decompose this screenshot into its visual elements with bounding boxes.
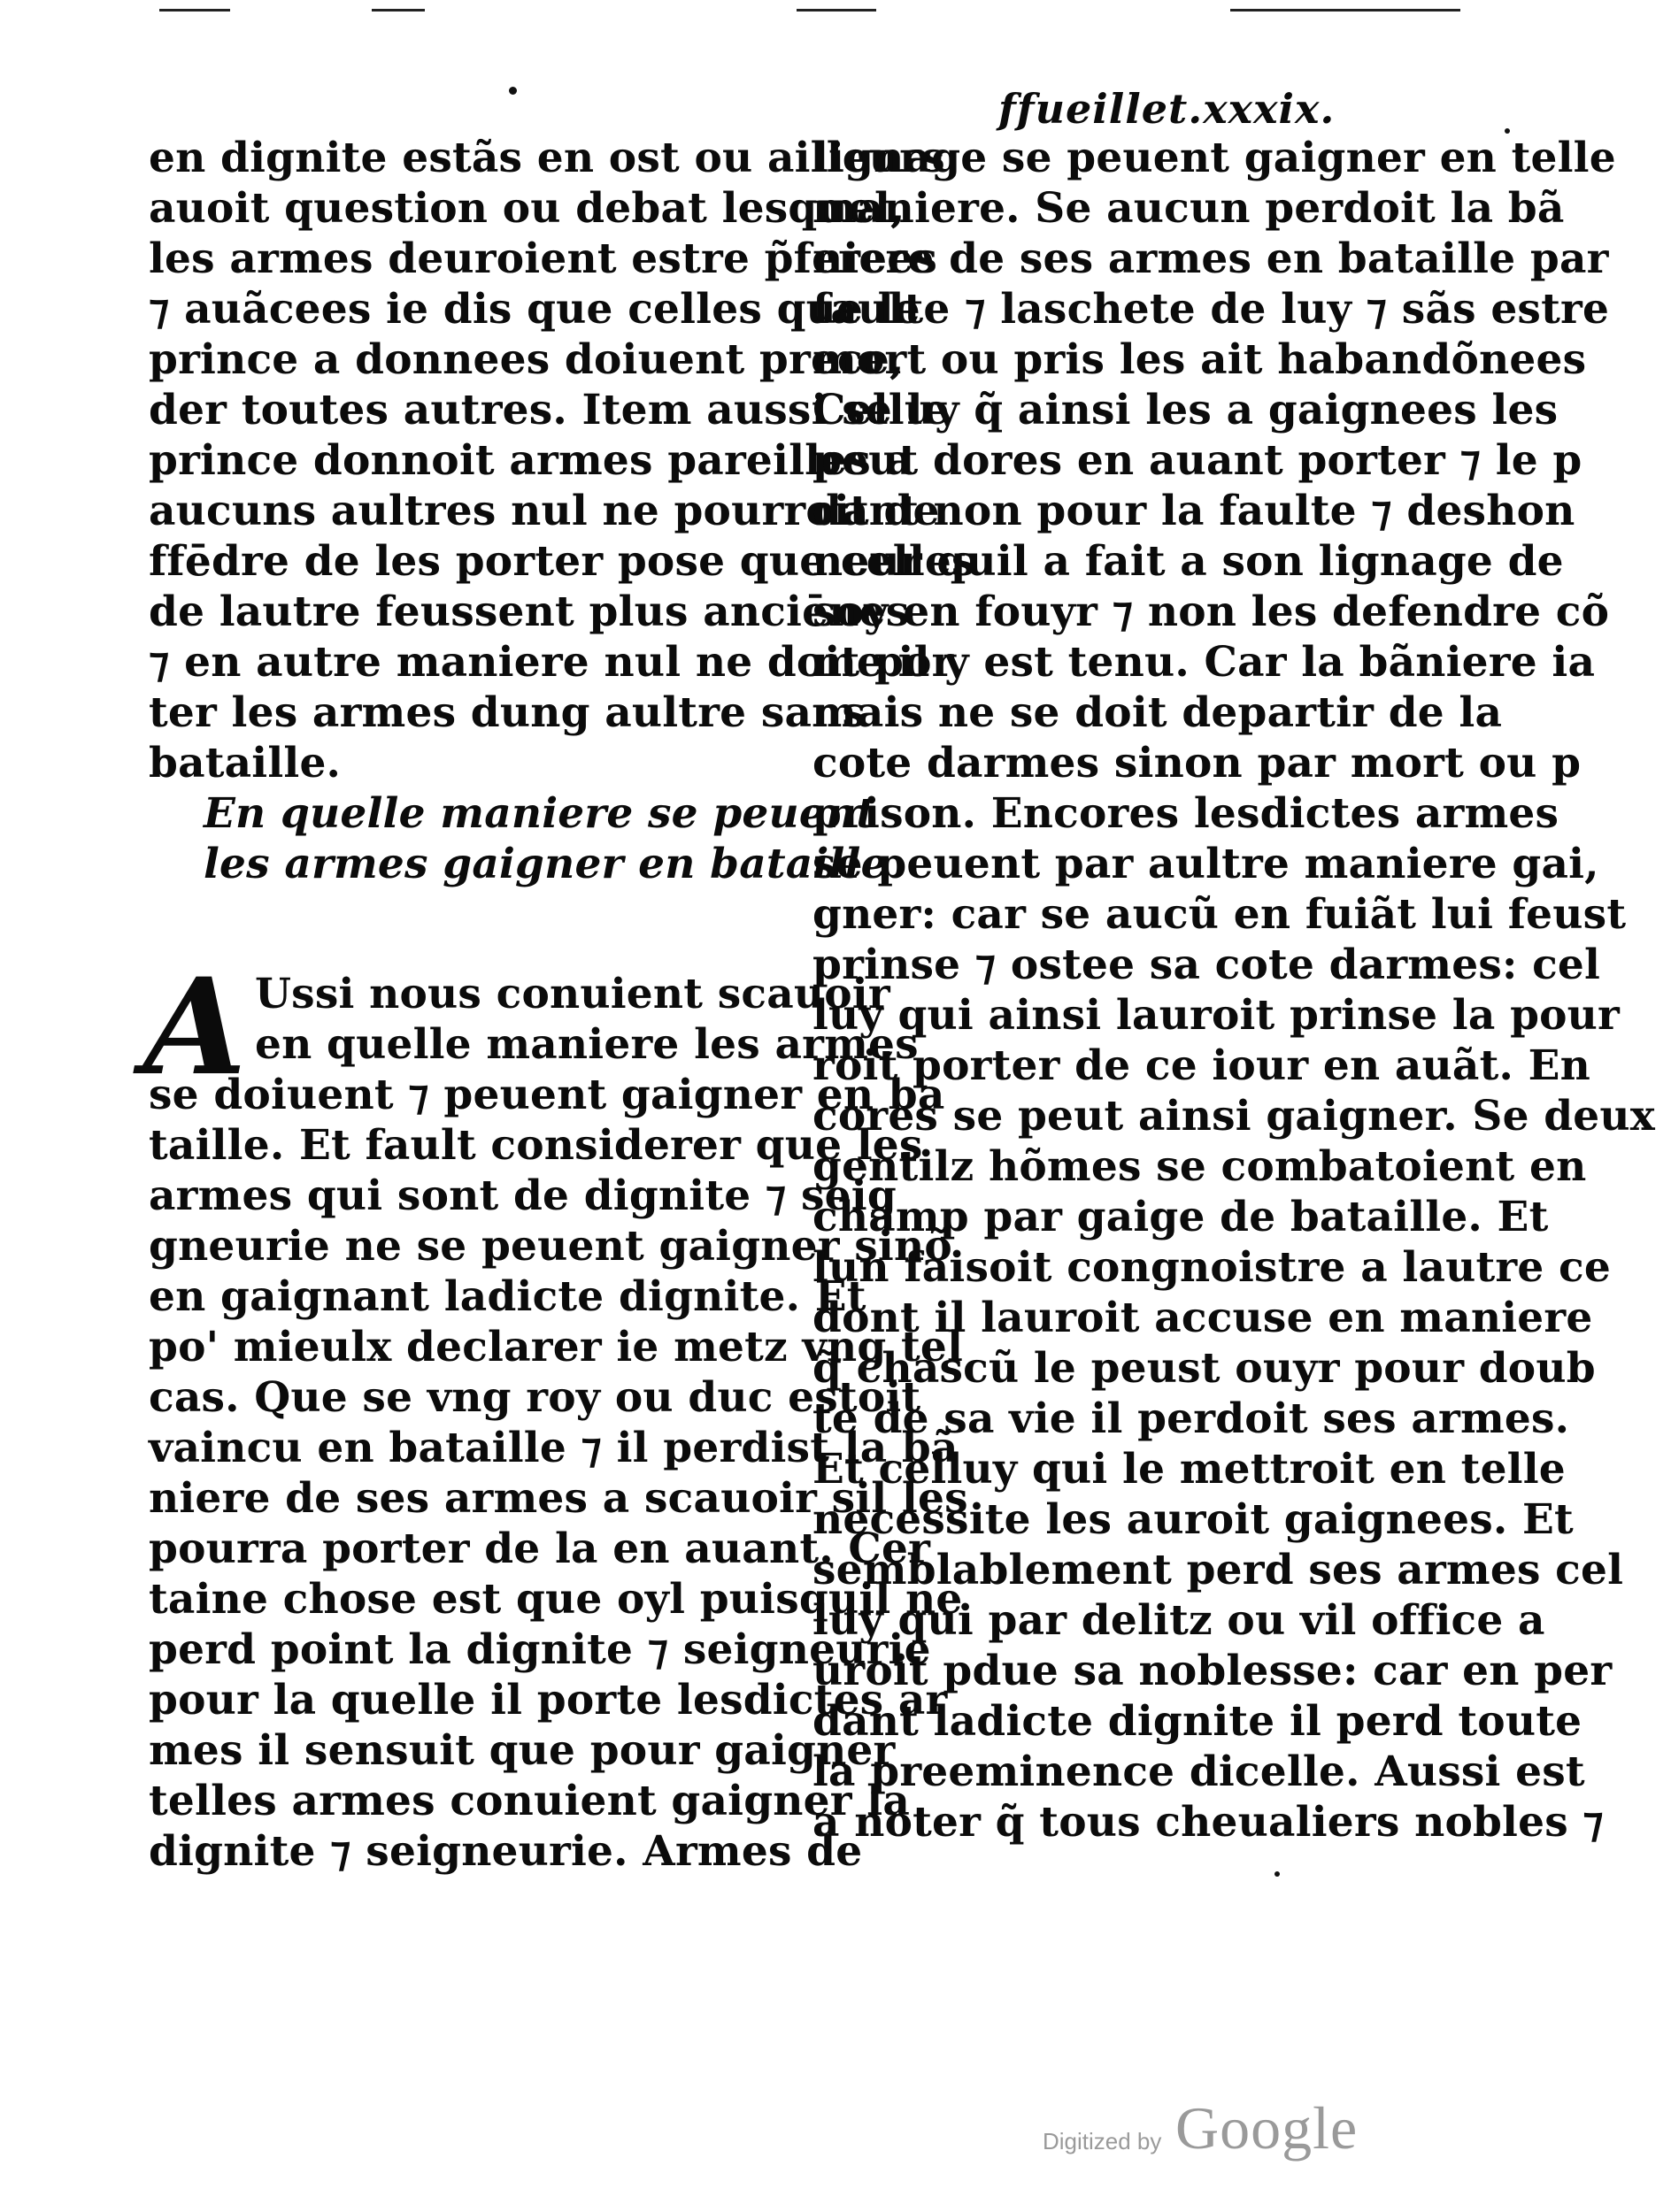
decorated-initial: A — [143, 949, 247, 1105]
text-line: peut dores en auant porter ⁊ le p — [812, 436, 1582, 485]
text-line: necessite les auroit gaignees. Et — [812, 1495, 1574, 1544]
text-line: po' mieulx declarer ie metz vng tel — [149, 1323, 964, 1371]
heading-line: En quelle maniere se peuent — [204, 789, 876, 838]
chapter-opening — [143, 949, 968, 1877]
text-line: uroit pdue sa noblesse: car en per — [812, 1647, 1613, 1695]
left-text-column — [143, 133, 975, 1877]
ink-speck — [509, 87, 517, 95]
right-column-text — [812, 133, 1655, 1847]
scan-edge-mark — [797, 9, 876, 12]
text-line: pour la quelle il porte lesdictes ar — [149, 1676, 948, 1724]
text-line: la preeminence dicelle. Aussi est — [812, 1747, 1585, 1796]
text-line: mort ou pris les ait habandõnees — [812, 335, 1587, 384]
text-line: maniere. Se aucun perdoit la bã — [812, 184, 1565, 233]
digitized-by-label: Digitized by — [1043, 2128, 1162, 2154]
text-line: roit porter de ce iour en auãt. En — [812, 1041, 1591, 1090]
text-line: q̃ chascũ le peust ouyr pour doub — [812, 1344, 1596, 1393]
text-line: neur quil a fait a son lignage de — [812, 537, 1564, 586]
text-line: lun faisoit congnoistre a lautre ce — [812, 1243, 1611, 1292]
text-line: ⁊ auãcees ie dis que celles que le — [149, 285, 920, 334]
text-line: telles armes conuient gaigner la — [149, 1777, 910, 1825]
right-text-column — [812, 133, 1655, 1847]
text-line: ter les armes dung aultre sans — [149, 688, 866, 737]
text-line: dant non pour la faulte ⁊ deshon — [812, 487, 1575, 535]
text-line: aucuns aultres nul ne pourroit de — [149, 487, 940, 535]
text-line: prison. Encores lesdictes armes — [812, 789, 1559, 838]
text-line: de lautre feussent plus anciēnes — [149, 588, 910, 636]
text-line: armes qui sont de dignite ⁊ seig — [149, 1171, 897, 1220]
text-line: dant ladicte dignite il perd toute — [812, 1697, 1582, 1746]
chapter-heading — [149, 788, 888, 889]
text-line: te de sa vie il perdoit ses armes. — [812, 1394, 1570, 1443]
text-line: vaincu en bataille ⁊ il perdist la bã — [149, 1424, 959, 1472]
text-line: bataille. — [149, 739, 342, 787]
text-line: gneurie ne se peuent gaigner sinõ — [149, 1222, 952, 1271]
text-line: champ par gaige de bataille. Et — [812, 1193, 1549, 1241]
text-line: me il y est tenu. Car la bãniere ia — [812, 638, 1596, 687]
text-line: der toutes autres. Item aussi se le — [149, 386, 950, 434]
text-line: ffēdre de les porter pose que celles — [149, 537, 975, 586]
text-line: prince a donnees doiuent prece, — [149, 335, 905, 384]
text-line: se doiuent ⁊ peuent gaigner en ba — [149, 1071, 945, 1119]
text-line: les armes deuroient estre p̃ferees — [149, 234, 938, 283]
text-line: prinse ⁊ ostee sa cote darmes: cel — [812, 941, 1601, 989]
text-line: en dignite estãs en ost ou ailleurs — [149, 134, 945, 182]
text-line: gentilz hõmes se combatoient en — [812, 1142, 1587, 1191]
text-line: luy qui ainsi lauroit prinse la pour — [812, 991, 1621, 1040]
text-line: Et celluy qui le mettroit en telle — [812, 1445, 1566, 1494]
text-line: semblablement perd ses armes cel — [812, 1546, 1624, 1594]
folio-number: ffueillet.xxxix. — [998, 85, 1336, 133]
text-line: cores se peut ainsi gaigner. Se deux — [812, 1092, 1655, 1141]
heading-line: les armes gaigner en bataille — [204, 840, 888, 888]
scan-edge-mark — [1230, 9, 1460, 12]
text-line: lignage se peuent gaigner en telle — [812, 134, 1616, 182]
text-line: taille. Et fault considerer que les — [149, 1121, 923, 1170]
text-line: en gaignant ladicte dignite. Et — [149, 1272, 866, 1321]
text-line: faulte ⁊ laschete de luy ⁊ sãs estre — [812, 285, 1610, 334]
text-line: ⁊ en autre maniere nul ne doit por — [149, 638, 954, 687]
text-line: soy en fouyr ⁊ non les defendre cõ — [812, 588, 1610, 636]
text-line: taine chose est que oyl puisquil ne — [149, 1575, 963, 1624]
text-line: auoit question ou debat lesquel, — [149, 184, 905, 233]
text-line: gner: car se aucũ en fuiãt lui feust — [812, 890, 1627, 939]
text-line: Ussi nous conuient scauoir — [255, 970, 890, 1018]
left-column-paragraph — [149, 133, 975, 788]
google-watermark-logo: Google — [1175, 2094, 1359, 2162]
scan-edge-mark — [372, 9, 425, 12]
text-line: cote darmes sinon par mort ou p — [812, 739, 1582, 787]
text-line: niere de ses armes en bataille par — [812, 234, 1609, 283]
text-line: niere de ses armes a scauoir sil les — [149, 1474, 968, 1523]
text-line: pourra porter de la en auant. Cer — [149, 1525, 931, 1573]
text-line: Celluy q̃ ainsi les a gaignees les — [812, 386, 1559, 434]
text-line: luy qui par delitz ou vil office a — [812, 1596, 1545, 1645]
text-line: se peuent par aultre maniere gai, — [812, 840, 1599, 888]
text-line: cas. Que se vng roy ou duc estoit — [149, 1373, 921, 1422]
text-line: mes il sensuit que pour gaigner — [149, 1726, 896, 1775]
text-line: a noter q̃ tous cheualiers nobles ⁊ — [812, 1798, 1604, 1847]
text-line: en quelle maniere les armes — [255, 1020, 919, 1069]
text-line: prince donnoit armes pareilles a — [149, 436, 913, 485]
text-line: dont il lauroit accuse en maniere — [812, 1294, 1593, 1342]
text-line: perd point la dignite ⁊ seigneurie — [149, 1625, 931, 1674]
scan-edge-mark — [159, 9, 230, 12]
ink-speck — [1274, 1871, 1280, 1877]
text-line: mais ne se doit departir de la — [812, 688, 1503, 737]
text-line: dignite ⁊ seigneurie. Armes de — [149, 1827, 863, 1876]
